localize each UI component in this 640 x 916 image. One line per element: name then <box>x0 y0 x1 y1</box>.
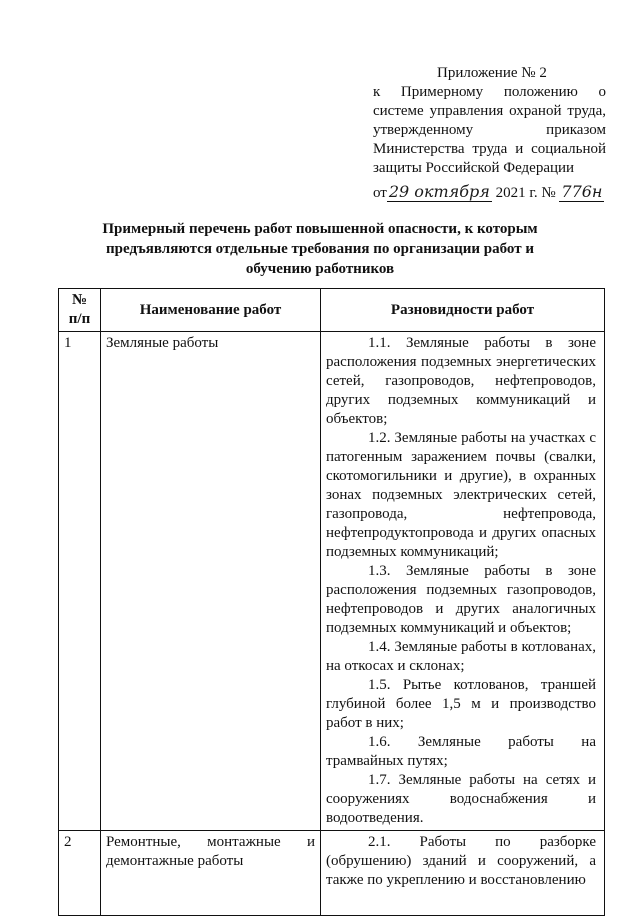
works-table <box>58 288 605 916</box>
variety-item: 2.1. Работы по разборке (обрушению) зданий и сооружений, а также по укреплению и восстановлению <box>326 834 596 888</box>
order-year: 2021 г. № <box>495 185 556 201</box>
variety-item: 1.2. Земляные работы на участках с патогенным заражением почвы (свалки, скотомогильники и другие), в охранных зонах подземных электрических сетей, газопровода, нефтепровода, нефтепродуктопровода и других опасных подземных коммуникаций; <box>326 430 596 560</box>
table-row <box>59 332 605 831</box>
handwritten-number: 776н <box>561 182 603 201</box>
row-num: 1 <box>59 332 101 831</box>
order-prefix: от <box>373 185 387 201</box>
appendix-block <box>373 64 606 178</box>
header-varieties: Разновидности работ <box>321 289 605 332</box>
variety-item: 1.3. Земляные работы в зоне расположения подземных газопроводов, нефтепроводов и других аналогичных подземных коммуникаций и объектов; <box>326 563 596 636</box>
appendix-title: Приложение № 2 <box>437 65 547 81</box>
document-title: Примерный перечень работ повышенной опасности, к которым предъявляются отдельные требования по организации работ и обучению работников <box>102 221 538 277</box>
row-varieties <box>321 831 605 916</box>
header-num: № п/п <box>59 289 101 332</box>
table-header-row <box>59 289 605 332</box>
row-name: Ремонтные, монтажные и демонтажные работы <box>101 831 321 916</box>
row-num: 2 <box>59 831 101 916</box>
variety-item: 1.7. Земляные работы на сетях и сооружениях водоснабжения и водоотведения. <box>326 772 596 826</box>
variety-item: 1.1. Земляные работы в зоне расположения подземных энергетических сетей, газопроводов, нефтепроводов, других подземных коммуникаций и объектов; <box>326 335 596 427</box>
order-line <box>373 183 623 203</box>
header-name: Наименование работ <box>101 289 321 332</box>
variety-item: 1.6. Земляные работы на трамвайных путях; <box>326 734 596 769</box>
row-name: Земляные работы <box>101 332 321 831</box>
row-varieties <box>321 332 605 831</box>
appendix-text: к Примерному положению о системе управления охраной труда, утвержденному приказом Министерства труда и социальной защиты Российской Федерации <box>373 84 606 176</box>
variety-item: 1.4. Земляные работы в котлованах, на откосах и склонах; <box>326 639 596 674</box>
variety-item: 1.5. Рытье котлованов, траншей глубиной более 1,5 м и производство работ в них; <box>326 677 596 731</box>
handwritten-date: 29 октября <box>388 182 490 201</box>
table-row <box>59 831 605 916</box>
